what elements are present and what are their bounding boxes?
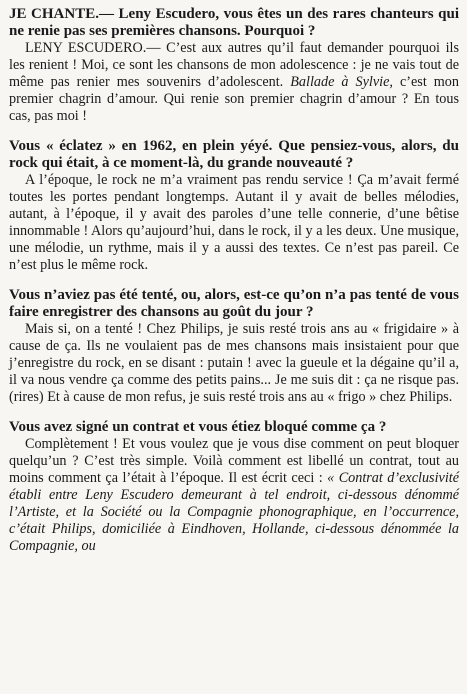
- answer-speaker: LENY ESCUDERO.—: [25, 40, 167, 56]
- song-title: Ballade à Sylvie,: [290, 74, 393, 90]
- interview-section-2: [9, 138, 459, 274]
- answer-1-part-2: c’est mon premier chagrin d’amour. Qui renie son premier chagrin d’amour ? En tous cas, pas moi !: [9, 74, 459, 124]
- answer-4-part-1: Complètement ! Et vous voulez que je vous dise comment on peut bloquer quelqu’un ? C’est très simple. Voilà comment est libellé un contrat, tout au moins comment ça l’était à l’époque. Il est écrit ceci :: [9, 436, 459, 486]
- interview-section-3: [9, 287, 459, 406]
- answer-1-part-1: C’est aux autres qu’il faut demander pourquoi ils les renient ! Moi, ce sont les chansons de mon adolescence : je ne vais tout de même pas renier mes souvenirs d’adolescent.: [9, 40, 459, 90]
- question-1-text: Leny Escudero, vous êtes un des rares chanteurs qui ne renie pas ses premières chansons. Pourquoi ?: [9, 6, 459, 39]
- contract-quote: « Contrat d’exclusivité établi entre Leny Escudero demeurant à tel endroit, ci-dessous dénommé l’Artiste, et la Société ou la Compagnie phonographique, en l’occurrence, c’était Philips, domiciliée à Eindhoven, Hollande, ci-dessous dénommée la Compagnie, ou: [9, 470, 459, 554]
- answer-3: Mais si, on a tenté ! Chez Philips, je suis resté trois ans au « frigidaire » à cause de ça. Ils ne voulaient pas de mes chansons mais insistaient pour que j’enregistre du rock, en se disant : putain ! avec la gueule et la dégaine qu’il a, il va nous vendre ça comme des petits pains... Je me suis dit : ça ne risque pas. (rires) Et à cause de mon refus, je suis resté trois ans au « frigo » chez Philips.: [9, 321, 459, 405]
- magazine-prefix: JE CHANTE.—: [9, 6, 119, 22]
- interview-section-1: [9, 6, 459, 125]
- question-2: Vous « éclatez » en 1962, en plein yéyé. Que pensiez-vous, alors, du rock qui était, à ce moment-là, du grande nouveauté ?: [9, 138, 459, 171]
- question-3: Vous n’aviez pas été tenté, ou, alors, est-ce qu’on n’a pas tenté de vous faire enregistrer des chansons au goût du jour ?: [9, 287, 459, 320]
- question-1: [9, 6, 459, 40]
- interview-section-4: [9, 419, 459, 555]
- answer-2: A l’époque, le rock ne m’a vraiment pas rendu service ! Ça m’avait fermé toutes les portes pendant longtemps. Autant il y avait de belles mélodies, autant, à l’époque, il y avait des paroles d’une telle connerie, d’une bêtise innommable ! Alors qu’aujourd’hui, dans le rock, il y a les deux. Une musique, une mélodie, un rythme, mais il y a aussi des textes. Ce n’est pas pareil. Ce n’est plus le même rock.: [9, 172, 459, 273]
- answer-1: [9, 40, 459, 125]
- answer-4: [9, 436, 459, 555]
- question-4: Vous avez signé un contrat et vous étiez bloqué comme ça ?: [9, 419, 387, 435]
